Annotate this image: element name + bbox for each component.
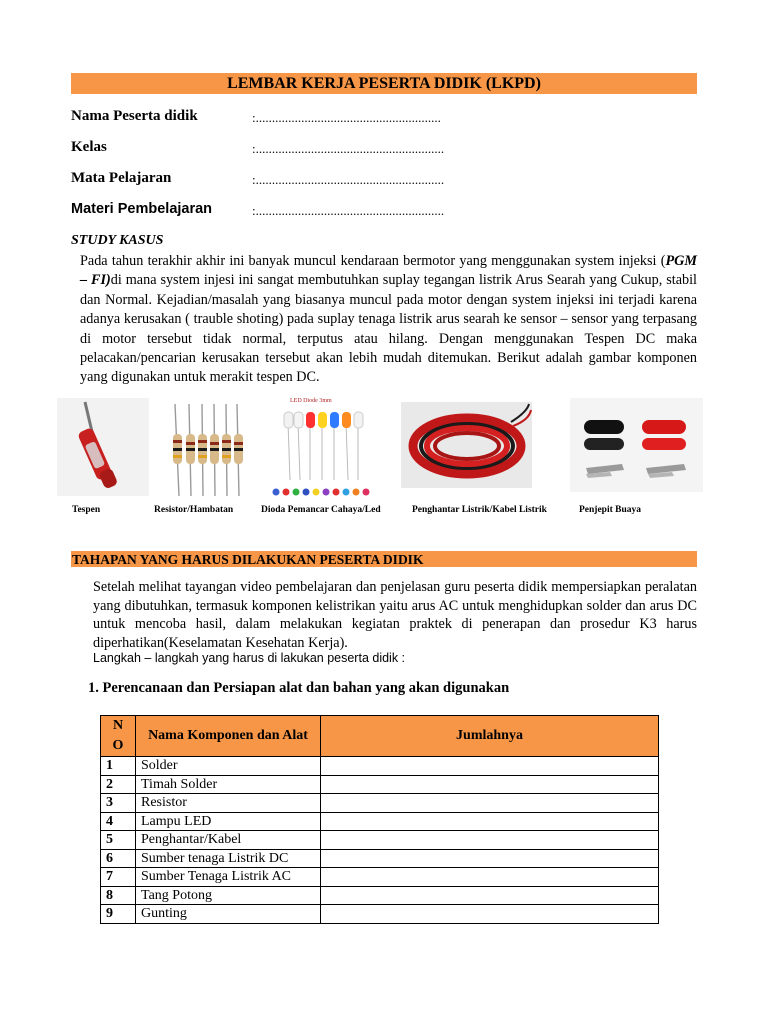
row-quantity-cell[interactable] [321,775,659,794]
table-row [101,905,659,924]
field-input-materi[interactable]: :.......................................................... [252,203,445,218]
section-heading: TAHAPAN YANG HARUS DILAKUKAN PESERTA DIDIK [72,552,424,567]
row-component-name: Sumber tenaga Listrik DC [136,849,321,868]
table-row [101,868,659,887]
field-input-kelas[interactable]: :.......................................................... [252,141,445,156]
row-component-name: Solder [136,757,321,776]
cable-image [401,402,532,488]
row-component-name: Lampu LED [136,812,321,831]
caption-clip: Penjepit Buaya [579,505,642,515]
table-row [101,886,659,905]
row-number: 5 [101,831,136,850]
caption-tespen: Tespen [72,505,101,515]
study-text-b: di mana system injesi ini sangat membutuhkan suplay tegangan listrik Arus Searah yang Cukup, stabil dan Normal. Kejadian/masalah yang biasanya muncul pada motor dengan system injeksi ini terjadi karena adanya kerusakan ( trauble shoting) pada suplay tenaga listrik arus searah ke sensor – sensor yang terpasang di motor tersebut tidak normal, terputus atau hilang. Dengan menggunakan Tespen DC maka pelacakan/pencarian kerusakan tersebut akan lebih mudah ditemukan. Berikut adalah gambar komponen yang digunakan untuk merakit tespen DC. [80,272,697,386]
section-bar [71,551,697,567]
row-quantity-cell[interactable] [321,905,659,924]
header-no-text: N O [112,718,124,753]
field-input-nama[interactable]: :......................................................... [252,110,441,125]
row-quantity-cell[interactable] [321,886,659,905]
row-quantity-cell[interactable] [321,868,659,887]
component-table [100,715,659,924]
table-row [101,849,659,868]
table-row [101,794,659,813]
row-component-name: Timah Solder [136,775,321,794]
caption-led: Dioda Pemancar Cahaya/Led [261,505,381,515]
section-paragraph: Setelah melihat tayangan video pembelajaran dan penjelasan guru peserta didik mempersiapkan peralatan yang dibutuhkan, termasuk komponen kelistrikan yaitu arus AC untuk menghidupkan solder dan arus DC untuk mencoba hasil, dalam melakukan kegiatan praktek di penerapan dan prosedur K3 harus diperhatikan(Keselamatan Kesehatan Kerja). [93,579,697,651]
led-image [264,396,376,498]
caption-resistor: Resistor/Hambatan [154,505,234,515]
field-input-mapel[interactable]: :.......................................................... [252,172,445,187]
row-quantity-cell[interactable] [321,831,659,850]
step-1-heading: 1. Perencanaan dan Persiapan alat dan bahan yang akan digunakan [88,680,510,696]
header-jumlah: Jumlahnya [321,716,659,757]
field-label-nama: Nama Peserta didik [71,108,198,124]
row-quantity-cell[interactable] [321,757,659,776]
row-component-name: Tang Potong [136,886,321,905]
study-paragraph [80,252,697,388]
row-number: 4 [101,812,136,831]
resistor-image [157,398,249,500]
table-row [101,775,659,794]
alligator-clip-image [570,398,703,492]
study-heading: STUDY KASUS [71,233,164,248]
row-component-name: Resistor [136,794,321,813]
row-component-name: Gunting [136,905,321,924]
header-nama: Nama Komponen dan Alat [136,716,321,757]
field-label-mapel: Mata Pelajaran [71,170,172,186]
row-number: 2 [101,775,136,794]
row-number: 9 [101,905,136,924]
langkah-text: Langkah – langkah yang harus di lakukan peserta didik : [93,651,406,665]
page-title: LEMBAR KERJA PESERTA DIDIK (LKPD) [227,75,541,92]
row-quantity-cell[interactable] [321,849,659,868]
table-row [101,812,659,831]
row-quantity-cell[interactable] [321,794,659,813]
table-row [101,831,659,850]
table-header-row [101,716,659,757]
row-quantity-cell[interactable] [321,812,659,831]
caption-cable: Penghantar Listrik/Kabel Listrik [412,505,547,515]
field-label-kelas: Kelas [71,139,107,155]
study-text-a: Pada tahun terakhir akhir ini banyak muncul kendaraan bermotor yang menggunakan system injeksi ( [80,253,666,269]
row-number: 6 [101,849,136,868]
field-label-materi: Materi Pembelajaran [71,201,213,217]
row-number: 1 [101,757,136,776]
row-number: 3 [101,794,136,813]
table-row [101,757,659,776]
row-number: 7 [101,868,136,887]
row-component-name: Penghantar/Kabel [136,831,321,850]
title-bar [71,73,697,94]
study-text-em: PGM – FI) [80,253,697,289]
led-image-label: LED Diode 3mm [290,398,332,404]
tespen-image [57,398,149,496]
row-component-name: Sumber Tenaga Listrik AC [136,868,321,887]
row-number: 8 [101,886,136,905]
header-no [101,716,136,757]
